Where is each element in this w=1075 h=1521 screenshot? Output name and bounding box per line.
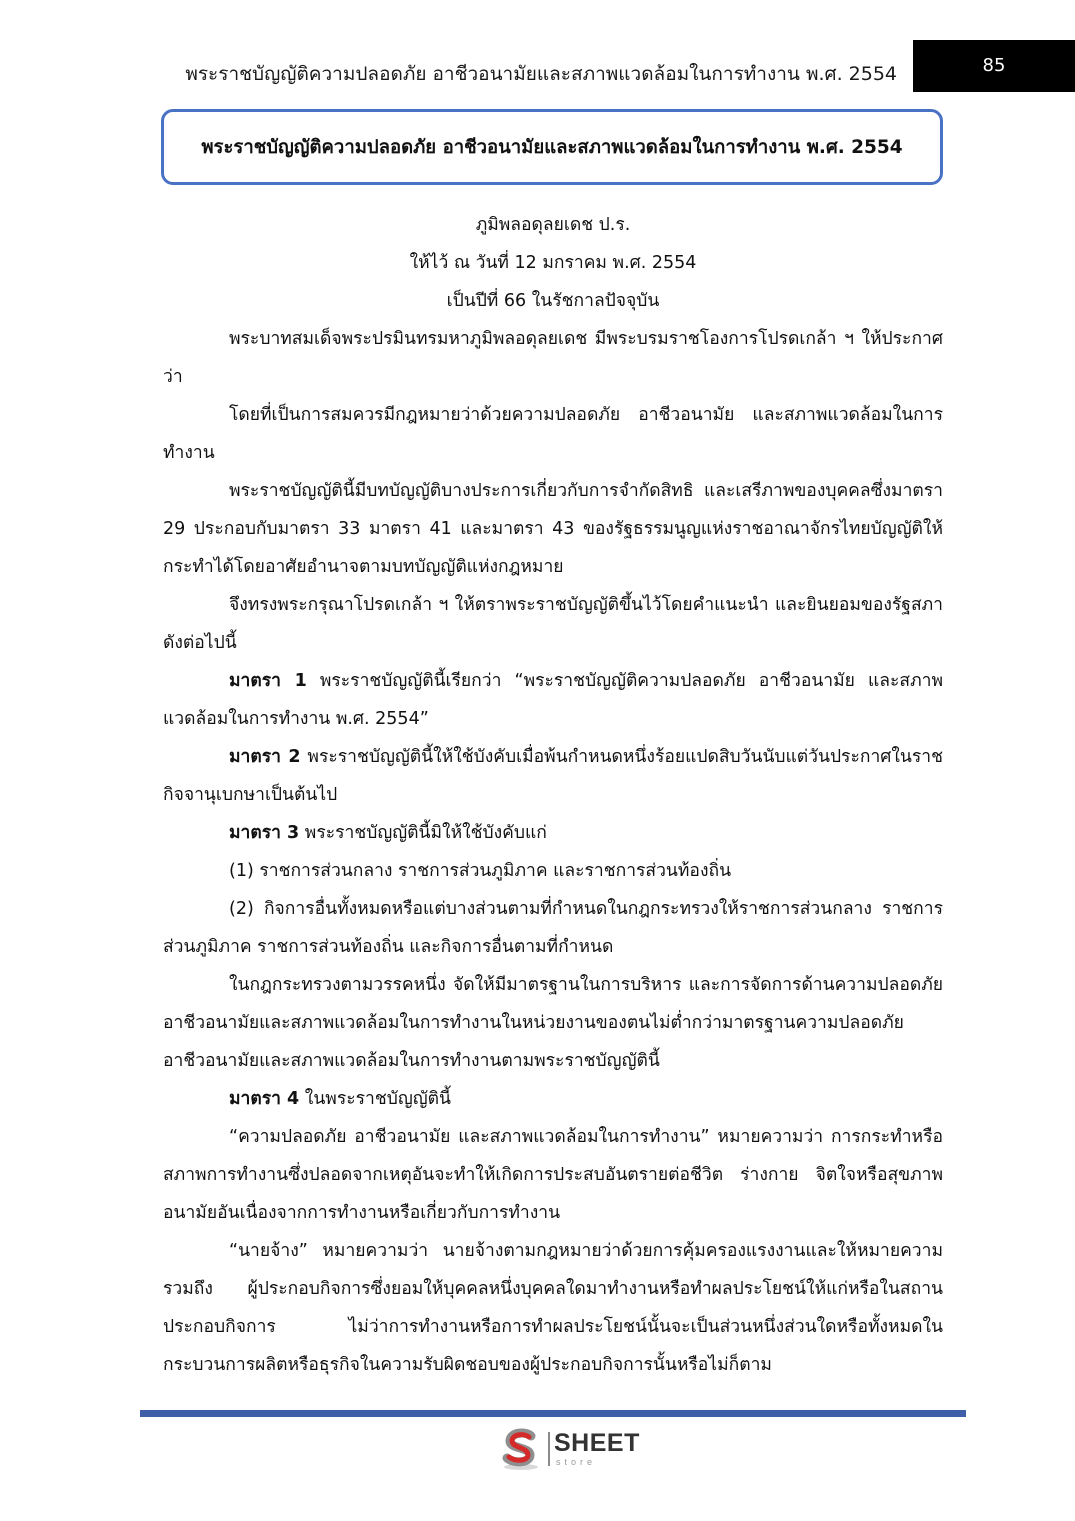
page-header bbox=[0, 40, 1075, 92]
footer-rule bbox=[140, 1410, 966, 1417]
sheet-store-logo bbox=[498, 1427, 658, 1473]
preamble-paragraph: โดยที่เป็นการสมควรมีกฎหมายว่าด้วยความปลอดภัย อาชีวอนามัย และสภาพแวดล้อมในการทำงาน bbox=[163, 405, 943, 463]
logo-separator bbox=[548, 1432, 550, 1466]
section-3-item-1: (1) ราชการส่วนกลาง ราชการส่วนภูมิภาค และราชการส่วนท้องถิ่น bbox=[229, 861, 732, 881]
preamble-paragraph: พระราชบัญญัตินี้มีบทบัญญัติบางประการเกี่ยวกับการจำกัดสิทธิ และเสรีภาพของบุคคลซึ่งมาตรา 29 ประกอบกับมาตรา 33 มาตรา 41 และมาตรา 43 ของรัฐธรรมนูญแห่งราชอาณาจักรไทยบัญญัติให้กระทำได้โดยอาศัยอำนาจตามบทบัญญัติแห่งกฎหมาย bbox=[163, 481, 943, 577]
sheet-s-logo-icon bbox=[498, 1427, 544, 1473]
section-text: พระราชบัญญัตินี้ให้ใช้บังคับเมื่อพ้นกำหนดหนึ่งร้อยแปดสิบวันนับแต่วันประกาศในราชกิจจานุเบกษาเป็นต้นไป bbox=[163, 747, 943, 805]
section-text: พระราชบัญญัตินี้เรียกว่า “พระราชบัญญัติความปลอดภัย อาชีวอนามัย และสภาพแวดล้อมในการทำงาน พ.ศ. 2554” bbox=[163, 671, 943, 729]
section-3-paragraph: ในกฎกระทรวงตามวรรคหนึ่ง จัดให้มีมาตรฐานในการบริหาร และการจัดการด้านความปลอดภัยอาชีวอนามัยและสภาพแวดล้อมในการทำงานในหน่วยงานของตนไม่ต่ำกว่ามาตรฐานความปลอดภัย อาชีวอนามัยและสภาพแวดล้อมในการทำงานตามพระราชบัญญัตินี้ bbox=[163, 975, 943, 1071]
section-label: มาตรา 3 bbox=[229, 823, 300, 843]
section-label: มาตรา 2 bbox=[229, 747, 301, 767]
given-date-line: ให้ไว้ ณ วันที่ 12 มกราคม พ.ศ. 2554 bbox=[409, 253, 697, 273]
page-number: 85 bbox=[913, 40, 1075, 92]
preamble-paragraph: จึงทรงพระกรุณาโปรดเกล้า ฯ ให้ตราพระราชบัญญัติขึ้นไว้โดยคำแนะนำ และยินยอมของรัฐสภาดังต่อไปนี้ bbox=[163, 595, 943, 653]
preamble-paragraph: พระบาทสมเด็จพระปรมินทรมหาภูมิพลอดุลยเดช มีพระบรมราชโองการโปรดเกล้า ฯ ให้ประกาศว่า bbox=[163, 329, 943, 387]
section-label: มาตรา 1 bbox=[229, 671, 307, 691]
section-4 bbox=[163, 1080, 943, 1118]
act-title: พระราชบัญญัติความปลอดภัย อาชีวอนามัยและสภาพแวดล้อมในการทำงาน พ.ศ. 2554 bbox=[201, 136, 903, 158]
signer-line: ภูมิพลอดุลยเดช ป.ร. bbox=[475, 215, 631, 235]
logo-brand-subtext: store bbox=[556, 1457, 597, 1467]
definition-employer: “นายจ้าง” หมายความว่า นายจ้างตามกฎหมายว่าด้วยการคุ้มครองแรงงานและให้หมายความรวมถึง ผู้ประกอบกิจการซึ่งยอมให้บุคคลหนึ่งบุคคลใดมาทำงานหรือทำผลประโยชน์ให้แก่หรือในสถานประกอบกิจการ ไม่ว่าการทำงานหรือการทำผลประโยชน์นั้นจะเป็นส่วนหนึ่งส่วนใดหรือทั้งหมดในกระบวนการผลิตหรือธุรกิจในความรับผิดชอบของผู้ประกอบกิจการนั้นหรือไม่ก็ตาม bbox=[163, 1241, 943, 1375]
logo-brand-text: SHEET bbox=[554, 1429, 640, 1457]
section-1 bbox=[163, 662, 943, 738]
section-3-item-2: (2) กิจการอื่นทั้งหมดหรือแต่บางส่วนตามที่กำหนดในกฎกระทรวงให้ราชการส่วนกลาง ราชการส่วนภูมิภาค ราชการส่วนท้องถิ่น และกิจการอื่นตามที่กำหนด bbox=[163, 899, 943, 957]
running-header-title: พระราชบัญญัติความปลอดภัย อาชีวอนามัยและสภาพแวดล้อมในการทำงาน พ.ศ. 2554 bbox=[185, 63, 897, 85]
reign-year-line: เป็นปีที่ 66 ในรัชกาลปัจจุบัน bbox=[446, 291, 660, 311]
document-body bbox=[163, 206, 943, 1384]
definition-safety: “ความปลอดภัย อาชีวอนามัย และสภาพแวดล้อมในการทำงาน” หมายความว่า การกระทำหรือสภาพการทำงานซึ่งปลอดจากเหตุอันจะทำให้เกิดการประสบอันตรายต่อชีวิต ร่างกาย จิตใจหรือสุขภาพอนามัยอันเนื่องจากการทำงานหรือเกี่ยวกับการทำงาน bbox=[163, 1127, 943, 1223]
section-text: พระราชบัญญัตินี้มิให้ใช้บังคับแก่ bbox=[299, 823, 547, 843]
section-text: ในพระราชบัญญัตินี้ bbox=[299, 1089, 452, 1109]
act-title-box bbox=[161, 109, 943, 185]
section-2 bbox=[163, 738, 943, 814]
section-label: มาตรา 4 bbox=[229, 1089, 300, 1109]
section-3 bbox=[163, 814, 943, 852]
